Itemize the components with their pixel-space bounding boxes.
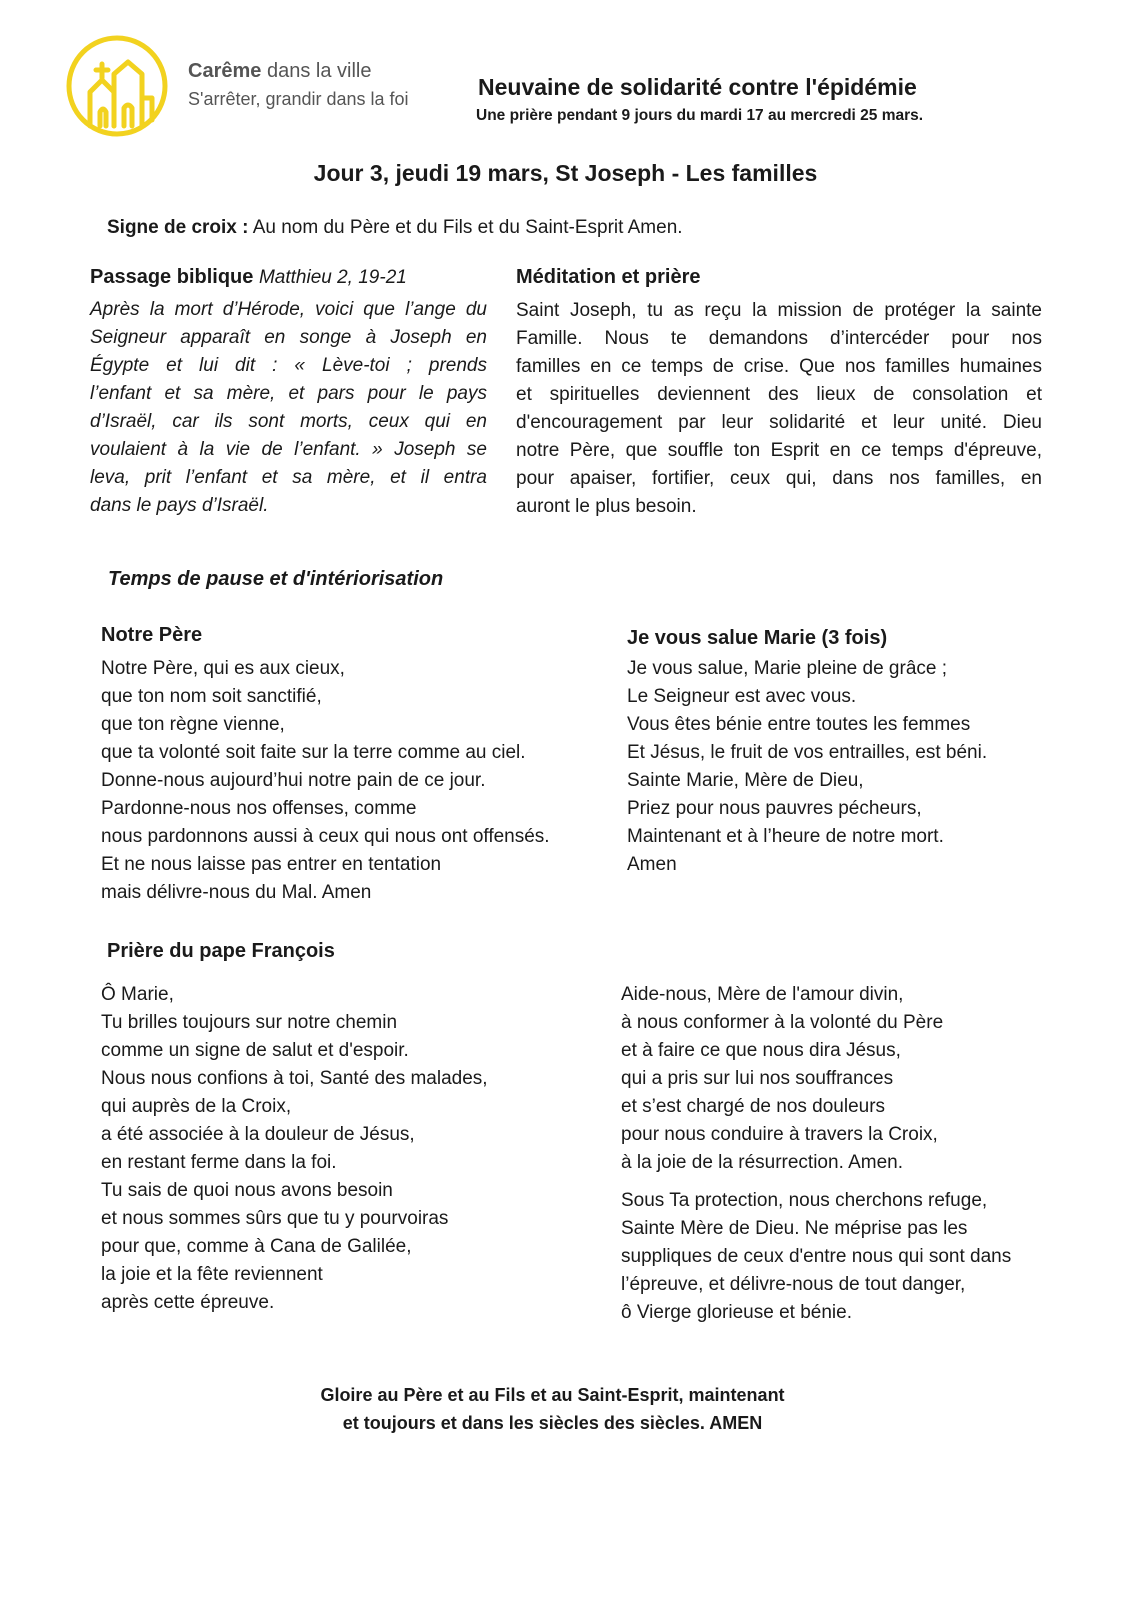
meditation-line: notre Père, que souffle ton Esprit en ce temps d'épreuve, xyxy=(516,440,1042,461)
brand-name: Carême dans la ville xyxy=(188,60,372,82)
our-father-line: nous pardonnons aussi à ceux qui nous ont offensés. xyxy=(101,826,550,847)
pope-prayer-line: à nous conformer à la volonté du Père xyxy=(621,1012,944,1033)
pope-prayer-left-text xyxy=(101,981,488,1317)
pause-heading: Temps de pause et d'intériorisation xyxy=(108,568,444,590)
pope-prayer-line: Tu brilles toujours sur notre chemin xyxy=(101,1012,398,1033)
meditation-line: Saint Joseph, tu as reçu la mission de protéger la sainte xyxy=(516,300,1042,321)
our-father-line: Donne-nous aujourd’hui notre pain de ce jour. xyxy=(101,770,486,791)
pope-prayer-line: ô Vierge glorieuse et bénie. xyxy=(621,1302,852,1323)
pope-prayer-line: a été associée à la douleur de Jésus, xyxy=(101,1124,415,1145)
bible-passage-line: Après la mort d’Hérode, voici que l’ange du xyxy=(90,299,487,320)
pope-prayer-line: et nous sommes sûrs que tu y pourvoiras xyxy=(101,1208,449,1229)
pope-prayer-line: Sainte Mère de Dieu. Ne méprise pas les xyxy=(621,1218,968,1239)
pope-prayer-line: après cette épreuve. xyxy=(101,1292,275,1313)
our-father-text xyxy=(101,655,550,907)
meditation-line: Famille. Nous te demandons d’intercéder pour nos xyxy=(516,328,1042,349)
our-father-line: que ton nom soit sanctifié, xyxy=(101,686,322,707)
doxology-line-2: et toujours et dans les siècles des siècles. AMEN xyxy=(342,1413,763,1433)
doxology xyxy=(0,1381,1105,1437)
pope-prayer-line: l’épreuve, et délivre-nous de tout danger, xyxy=(621,1274,966,1295)
pope-prayer-line: Ô Marie, xyxy=(101,984,174,1005)
hail-mary-line: Le Seigneur est avec vous. xyxy=(627,686,857,707)
pope-prayer-line: la joie et la fête reviennent xyxy=(101,1264,323,1285)
pope-prayer-line: et à faire ce que nous dira Jésus, xyxy=(621,1040,901,1061)
our-father-line: Pardonne-nous nos offenses, comme xyxy=(101,798,417,819)
bible-passage-line: dans le pays d’Israël. xyxy=(90,495,269,516)
pope-prayer-line: suppliques de ceux d'entre nous qui sont dans xyxy=(621,1246,1012,1267)
bible-passage-line: leva, prit l’enfant et sa mère, et il entra xyxy=(90,467,487,488)
pope-prayer-line: Sous Ta protection, nous cherchons refuge, xyxy=(621,1190,988,1211)
our-father-line: que ta volonté soit faite sur la terre comme au ciel. xyxy=(101,742,526,763)
pope-prayer-line: en restant ferme dans la foi. xyxy=(101,1152,337,1173)
bible-passage-line: d’Israël, car ils sont morts, ceux qui en xyxy=(90,411,487,432)
our-father-line: Et ne nous laisse pas entrer en tentation xyxy=(101,854,442,875)
sign-of-cross xyxy=(107,217,683,239)
meditation-line: familles en ce temps de crise. Que nos familles humaines xyxy=(516,356,1042,377)
our-father-line: que ton règne vienne, xyxy=(101,714,285,735)
our-father-line: Notre Père, qui es aux cieux, xyxy=(101,658,345,679)
sign-of-cross-label: Signe de croix : xyxy=(107,217,249,238)
hail-mary-line: Vous êtes bénie entre toutes les femmes xyxy=(627,714,971,735)
hail-mary-line: Sainte Marie, Mère de Dieu, xyxy=(627,770,864,791)
hail-mary-line: Et Jésus, le fruit de vos entrailles, est béni. xyxy=(627,742,988,763)
pope-prayer-line: à la joie de la résurrection. Amen. xyxy=(621,1152,903,1173)
bible-passage-heading: Passage biblique Matthieu 2, 19-21 xyxy=(90,266,407,288)
pope-prayer-line: pour que, comme à Cana de Galilée, xyxy=(101,1236,412,1257)
brand-tagline: S'arrêter, grandir dans la foi xyxy=(188,89,409,109)
careme-logo-icon xyxy=(62,34,172,138)
hail-mary-line: Je vous salue, Marie pleine de grâce ; xyxy=(627,658,948,679)
pope-prayer-heading: Prière du pape François xyxy=(107,940,335,962)
hail-mary-text xyxy=(627,655,987,879)
novena-title: Neuvaine de solidarité contre l'épidémie xyxy=(478,74,917,100)
novena-subtitle: Une prière pendant 9 jours du mardi 17 au mercredi 25 mars. xyxy=(476,107,924,124)
day-title: Jour 3, jeudi 19 mars, St Joseph - Les familles xyxy=(313,160,818,186)
pope-prayer-line: Aide-nous, Mère de l'amour divin, xyxy=(621,984,904,1005)
hail-mary-line: Maintenant et à l’heure de notre mort. xyxy=(627,826,944,847)
doxology-line-1: Gloire au Père et au Fils et au Saint-Esprit, maintenant xyxy=(320,1385,785,1405)
sign-of-cross-text: Au nom du Père et du Fils et du Saint-Esprit Amen. xyxy=(252,217,683,238)
bible-passage-line: l’enfant et sa mère, et pars pour le pays xyxy=(90,383,487,404)
bible-passage-line: voulaient à la vie de l’enfant. » Joseph se xyxy=(90,439,487,460)
hail-mary-heading: Je vous salue Marie (3 fois) xyxy=(627,627,888,649)
pope-prayer-line: qui auprès de la Croix, xyxy=(101,1096,292,1117)
meditation-text xyxy=(516,297,1042,521)
pope-prayer-line: pour nous conduire à travers la Croix, xyxy=(621,1124,938,1145)
hail-mary-line: Amen xyxy=(627,854,677,875)
meditation-line: pour apaiser, fortifier, ceux qui, dans nos familles, en xyxy=(516,468,1042,489)
pope-prayer-right-text-1 xyxy=(621,981,943,1177)
meditation-heading: Méditation et prière xyxy=(516,266,701,288)
bible-reference: Matthieu 2, 19-21 xyxy=(258,267,407,288)
meditation-line: auront le plus besoin. xyxy=(516,496,697,517)
pope-prayer-line: Nous nous confions à toi, Santé des malades, xyxy=(101,1068,488,1089)
bible-passage-line: Égypte et lui dit : « Lève-toi ; prends xyxy=(90,355,487,376)
meditation-line: et spirituelles deviennent des lieux de consolation et xyxy=(516,384,1042,405)
pope-prayer-line: Tu sais de quoi nous avons besoin xyxy=(101,1180,393,1201)
our-father-line: mais délivre-nous du Mal. Amen xyxy=(101,882,372,903)
pope-prayer-line: et s’est chargé de nos douleurs xyxy=(621,1096,886,1117)
pope-prayer-right-text-2 xyxy=(621,1187,1011,1327)
pope-prayer-line: qui a pris sur lui nos souffrances xyxy=(621,1068,894,1089)
meditation-line: d'encouragement par leur solidarité et leur unité. Dieu xyxy=(516,412,1042,433)
hail-mary-line: Priez pour nous pauvres pécheurs, xyxy=(627,798,922,819)
our-father-heading: Notre Père xyxy=(101,624,203,646)
pope-prayer-line: comme un signe de salut et d'espoir. xyxy=(101,1040,409,1061)
bible-passage-text xyxy=(90,296,487,520)
bible-passage-line: Seigneur apparaît en songe à Joseph en xyxy=(90,327,487,348)
